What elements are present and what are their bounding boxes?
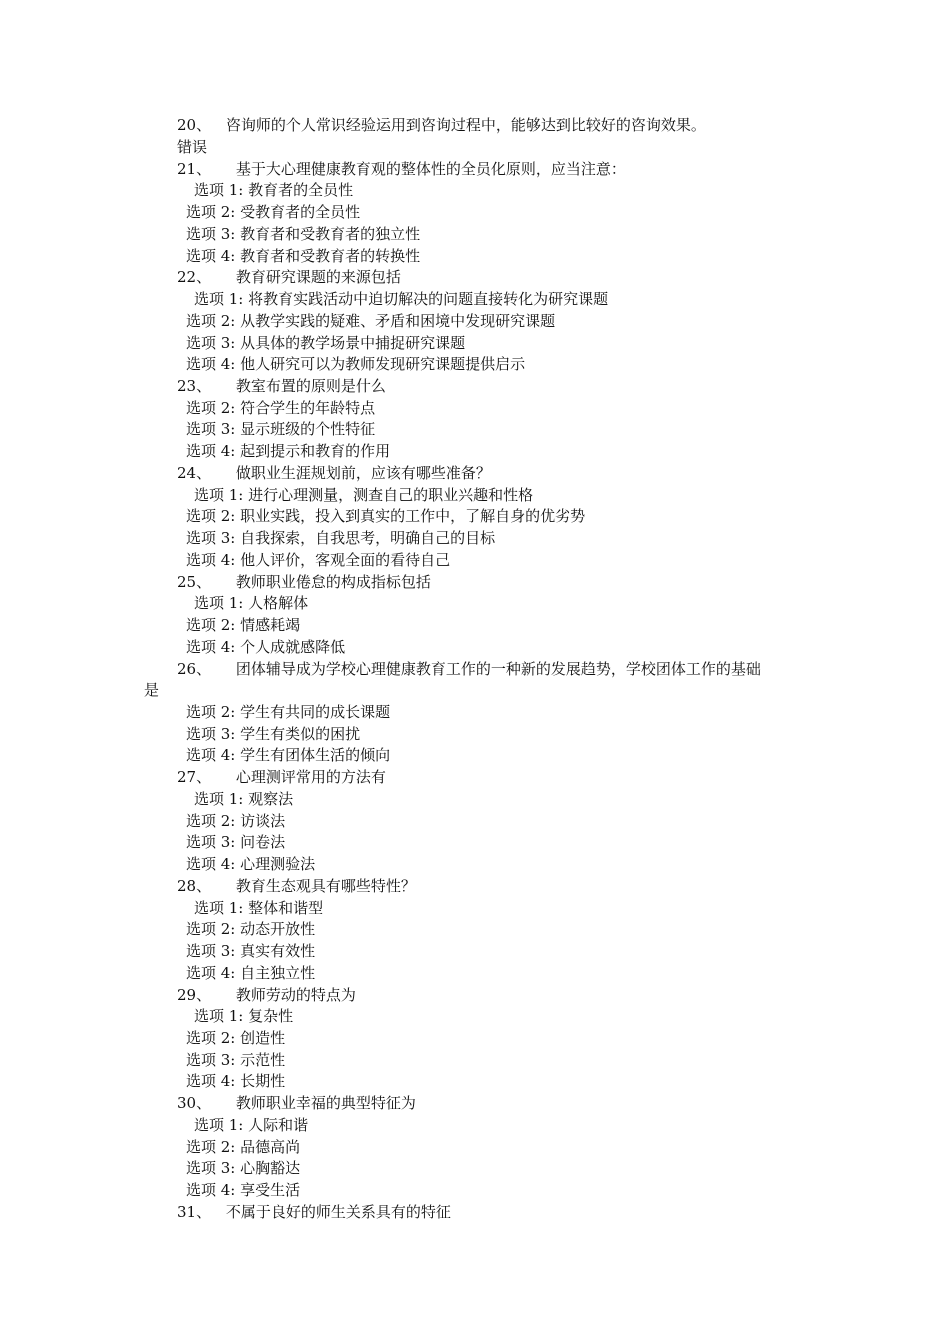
option-item: 选项 1: 人格解体 xyxy=(194,594,309,612)
question-number: 27、 xyxy=(177,768,212,786)
option-item: 选项 1: 教育者的全员性 xyxy=(194,181,354,199)
question-21 xyxy=(177,159,626,181)
option-item: 选项 4: 心理测验法 xyxy=(186,855,316,873)
option-item: 选项 3: 自我探索，自我思考，明确自己的目标 xyxy=(186,529,496,547)
question-24 xyxy=(177,463,491,485)
question-number: 26、 xyxy=(177,660,212,678)
question-number: 29、 xyxy=(177,986,212,1004)
question-text: 咨询师的个人常识经验运用到咨询过程中，能够达到比较好的咨询效果。 xyxy=(225,116,706,134)
option-item: 选项 4: 享受生活 xyxy=(186,1181,301,1199)
question-text: 教育研究课题的来源包括 xyxy=(235,268,401,286)
option-item: 选项 2: 访谈法 xyxy=(186,812,286,830)
question-number: 24、 xyxy=(177,464,212,482)
option-item: 选项 1: 人际和谐 xyxy=(194,1116,309,1134)
option-item: 选项 3: 问卷法 xyxy=(186,833,286,851)
option-item: 选项 4: 他人研究可以为教师发现研究课题提供启示 xyxy=(186,355,526,373)
question-text: 不属于良好的师生关系具有的特征 xyxy=(225,1203,451,1221)
answer-text: 错误 xyxy=(177,138,208,156)
question-number: 21、 xyxy=(177,160,212,178)
option-item: 选项 3: 显示班级的个性特征 xyxy=(186,420,376,438)
question-number: 25、 xyxy=(177,573,212,591)
option-item: 选项 4: 个人成就感降低 xyxy=(186,638,346,656)
option-item: 选项 3: 学生有类似的困扰 xyxy=(186,725,361,743)
question-text: 基于大心理健康教育观的整体性的全员化原则，应当注意： xyxy=(235,160,626,178)
question-text: 教师职业倦怠的构成指标包括 xyxy=(235,573,431,591)
question-text-continued: 是 xyxy=(144,681,160,699)
option-item: 选项 1: 观察法 xyxy=(194,790,294,808)
question-number: 30、 xyxy=(177,1094,212,1112)
option-item: 选项 3: 从具体的教学场景中捕捉研究课题 xyxy=(186,334,466,352)
option-item: 选项 1: 进行心理测量，测查自己的职业兴趣和性格 xyxy=(194,486,534,504)
question-26 xyxy=(177,659,761,681)
question-text: 教室布置的原则是什么 xyxy=(235,377,386,395)
option-item: 选项 2: 受教育者的全员性 xyxy=(186,203,361,221)
option-item: 选项 4: 长期性 xyxy=(186,1072,286,1090)
option-item: 选项 2: 符合学生的年龄特点 xyxy=(186,399,376,417)
option-item: 选项 4: 教育者和受教育者的转换性 xyxy=(186,247,421,265)
question-text: 团体辅导成为学校心理健康教育工作的一种新的发展趋势，学校团体工作的基础 xyxy=(235,660,761,678)
question-text: 心理测评常用的方法有 xyxy=(235,768,386,786)
option-item: 选项 2: 品德高尚 xyxy=(186,1138,301,1156)
question-30 xyxy=(177,1093,416,1115)
option-item: 选项 1: 复杂性 xyxy=(194,1007,294,1025)
question-20 xyxy=(177,115,706,137)
question-29 xyxy=(177,985,356,1007)
question-23 xyxy=(177,376,386,398)
question-text: 教师职业幸福的典型特征为 xyxy=(235,1094,416,1112)
option-item: 选项 3: 心胸豁达 xyxy=(186,1159,301,1177)
option-item: 选项 3: 教育者和受教育者的独立性 xyxy=(186,225,421,243)
option-item: 选项 4: 他人评价，客观全面的看待自己 xyxy=(186,551,451,569)
question-27 xyxy=(177,767,386,789)
question-number: 22、 xyxy=(177,268,212,286)
option-item: 选项 2: 职业实践，投入到真实的工作中，了解自身的优劣势 xyxy=(186,507,586,525)
question-number: 28、 xyxy=(177,877,212,895)
option-item: 选项 1: 将教育实践活动中迫切解决的问题直接转化为研究课题 xyxy=(194,290,609,308)
question-number: 23、 xyxy=(177,377,212,395)
option-item: 选项 1: 整体和谐型 xyxy=(194,899,324,917)
question-number: 20、 xyxy=(177,116,212,134)
option-item: 选项 4: 学生有团体生活的倾向 xyxy=(186,746,391,764)
question-number: 31、 xyxy=(177,1203,212,1221)
option-item: 选项 2: 从教学实践的疑难、矛盾和困境中发现研究课题 xyxy=(186,312,556,330)
question-text: 教师劳动的特点为 xyxy=(235,986,356,1004)
option-item: 选项 2: 情感耗竭 xyxy=(186,616,301,634)
question-22 xyxy=(177,267,401,289)
option-item: 选项 4: 起到提示和教育的作用 xyxy=(186,442,391,460)
question-31 xyxy=(177,1202,451,1224)
question-28 xyxy=(177,876,416,898)
option-item: 选项 3: 示范性 xyxy=(186,1051,286,1069)
option-item: 选项 2: 学生有共同的成长课题 xyxy=(186,703,391,721)
option-item: 选项 2: 动态开放性 xyxy=(186,920,316,938)
question-text: 做职业生涯规划前，应该有哪些准备？ xyxy=(235,464,491,482)
option-item: 选项 2: 创造性 xyxy=(186,1029,286,1047)
question-25 xyxy=(177,572,431,594)
option-item: 选项 3: 真实有效性 xyxy=(186,942,316,960)
option-item: 选项 4: 自主独立性 xyxy=(186,964,316,982)
question-text: 教育生态观具有哪些特性？ xyxy=(235,877,416,895)
